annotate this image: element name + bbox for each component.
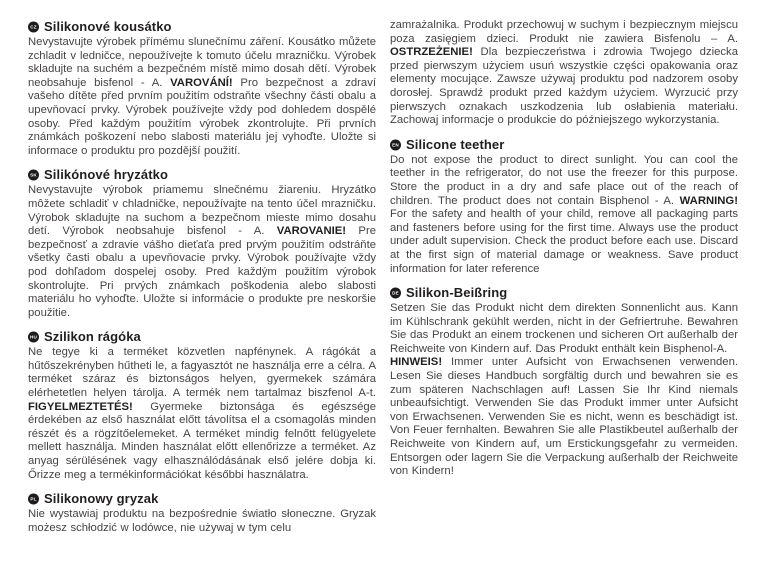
section-title: Szilikon rágóka	[44, 329, 141, 345]
section-pl-continued	[390, 19, 738, 128]
body-text: zamrażalnika. Produkt przechowuj w suchym i bezpiecznym miejscu poza zasięgiem dzieci. Produkt nie zawiera Bisfenolu – A.	[390, 19, 738, 45]
lang-badge-pl-icon: PL	[28, 494, 39, 505]
body-text: For the safety and health of your child, remove all packaging parts and fasteners before using for the first time. Always use the product under adult supervision. Check the product before each use. Discard at the first sign of material damage or weakness. Save product information for later reference	[390, 208, 738, 275]
paragraph	[28, 346, 376, 482]
body-text: Ne tegye ki a terméket közvetlen napfénynek. A rágókát a hűtőszekrényben hűtheti le, a fagyasztót ne használja erre a célra. A terméket száraz és biztonságos helyen, gyermekek számára elérhetetlen helyen tárolja. A termék nem tartalmaz biszfenol A-t.	[28, 346, 376, 400]
body-text: Nie wystawiaj produktu na bezpośrednie światło słoneczne. Gryzak możesz schłodzić w lodówce, nie używaj w tym celu	[28, 508, 376, 534]
lang-badge-cz-icon: CZ	[28, 22, 39, 33]
section-en	[390, 137, 738, 276]
section-title: Silikonové kousátko	[44, 19, 172, 34]
lang-badge-sk-icon: SK	[28, 170, 39, 181]
paragraph	[390, 19, 738, 128]
warning-keyword: HINWEIS!	[390, 356, 443, 369]
section-heading	[390, 137, 738, 152]
section-heading	[28, 19, 376, 34]
section-sk	[28, 167, 376, 320]
body-text: Dla bezpieczeństwa i zdrowia Twojego dziecka przed pierwszym użyciem usuń wszystkie części opakowania oraz elementy mocujące. Zawsze używaj produktu pod nadzorem osoby dorosłej. Sprawdź produkt przed każdym użyciem. Wyrzucić przy pierwszych oznakach uszkodzenia lub osłabienia materiału. Zachowaj informacje o produkcie do późniejszego wykorzystania.	[390, 46, 738, 127]
section-title: Silikonowy gryzak	[44, 491, 159, 507]
body-text: Setzen Sie das Produkt nicht dem direkten Sonnenlicht aus. Kann im Kühlschrank gekühlt werden, nicht in der Gefriertruhe. Bewahren Sie das Produkt an einem trockenen und sicheren Ort außerhalb der Reichweite von Kindern auf. Das Produkt enthält kein Bisphenol-A.	[390, 302, 738, 355]
section-heading	[28, 491, 376, 506]
section-title: Silicone teether	[406, 136, 505, 152]
paragraph	[28, 508, 376, 535]
right-column	[390, 19, 738, 580]
body-text: Immer unter Aufsicht von Erwachsenen verwenden. Lesen Sie dieses Handbuch sorgfältig durch und bewahren sie es zum späteren Nachschlagen auf! Lassen Sie Ihr Kind niemals unbeaufsichtigt. Verwenden Sie das Produkt immer unter Aufsicht von Erwachsenen. Verwenden Sie es nicht, wenn es beschädigt ist. Von Feuer fernhalten. Bewahren Sie alle Plastikbeutel außerhalb der Reichweite von Kindern auf, um Erstickungsgefahr zu vermeiden. Entsorgen oder lagern Sie die Verpackung außerhalb der Reichweite von Kindern!	[390, 356, 738, 478]
body-text: Pro bezpečnost a zdraví vašeho dítěte před prvním použitím odstraňte všechny části obalu a upevňovací prvky. Výrobek používejte vždy pod dohledem dospělé osoby. Před každým použitím výrobek zkontrolujte. Při prvních známkách poškození nebo slabosti materiálu jej vyhoďte. Uložte si informace o produktu pro pozdější použití.	[28, 76, 377, 157]
body-text: Pre bezpečnosť a zdravie vášho dieťaťa pred prvým použitím odstráňte všetky časti obalu a upevňovacie prvky. Výrobok používajte vždy pod dohľadom dospelej osoby. Pred každým použitím výrobok skontrolujte. Pri prvých známkach poškodenia alebo slabosti materiálu ho vyhoďte. Uložte si informácie o produkte pre neskoršie použitie.	[28, 225, 376, 319]
section-heading	[28, 329, 376, 344]
section-pl	[28, 491, 376, 535]
paragraph	[28, 36, 376, 158]
warning-keyword: FIGYELMEZTETÉS!	[28, 400, 133, 413]
body-text: Nevystavujte výrobek přímému slunečnímu záření. Kousátko můžete zchladit v ledničce, nepoužívejte k tomuto účelu mrazničku. Výrobek skladujte na suchém a bezpečném místě mimo dosah dětí. Výrobek neobsahuje bisfenol - A.	[28, 36, 376, 89]
warning-keyword: VAROVÁNÍ!	[170, 76, 233, 89]
lang-badge-en-icon: EN	[390, 139, 401, 150]
lang-badge-hu-icon: HU	[28, 332, 39, 343]
lang-badge-de-icon: DE	[390, 288, 401, 299]
paragraph	[28, 184, 376, 320]
warning-keyword: VAROVANIE!	[276, 225, 347, 238]
section-title: Silikon-Beißring	[406, 285, 508, 301]
paragraph	[390, 302, 738, 356]
left-column	[28, 19, 376, 580]
section-heading	[28, 167, 376, 182]
section-title: Silikónové hryzátko	[44, 167, 168, 183]
paragraph	[390, 356, 738, 478]
section-cz	[28, 19, 376, 158]
body-text: Gyermeke biztonsága és egészsége érdekében az első használat előtt távolítsa el a csomagolás minden részét és a rögzítőelemeket. A terméket mindig felnőtt felügyelete mellett használja. Minden használat előtt ellenőrizze a terméket. Az anyag sérülésének vagy elhasználódásának első jelére dobja ki. Őrizze meg a termékinformációkat későbbi használatra.	[28, 400, 376, 481]
section-heading	[390, 285, 738, 300]
section-hu	[28, 329, 376, 482]
warning-keyword: WARNING!	[679, 194, 738, 207]
section-de	[390, 285, 738, 479]
paragraph	[390, 154, 738, 276]
warning-keyword: OSTRZEŻENIE!	[390, 46, 473, 59]
body-text: Nevystavujte výrobok priamemu slnečnému žiareniu. Hryzátko môžete schladiť v chladničke, nepoužívajte na tento účel mrazničku. Výrobok skladujte na suchom a bezpečnom mieste mimo dosahu detí. Výrobok neobsahuje bisfenol - A.	[28, 184, 376, 238]
body-text: Do not expose the product to direct sunlight. You can cool the teether in the refrigerator, do not use the freezer for this purpose. Store the product in a dry and safe place out of the reach of children. The product does not contain Bisphenol - A.	[390, 153, 738, 207]
